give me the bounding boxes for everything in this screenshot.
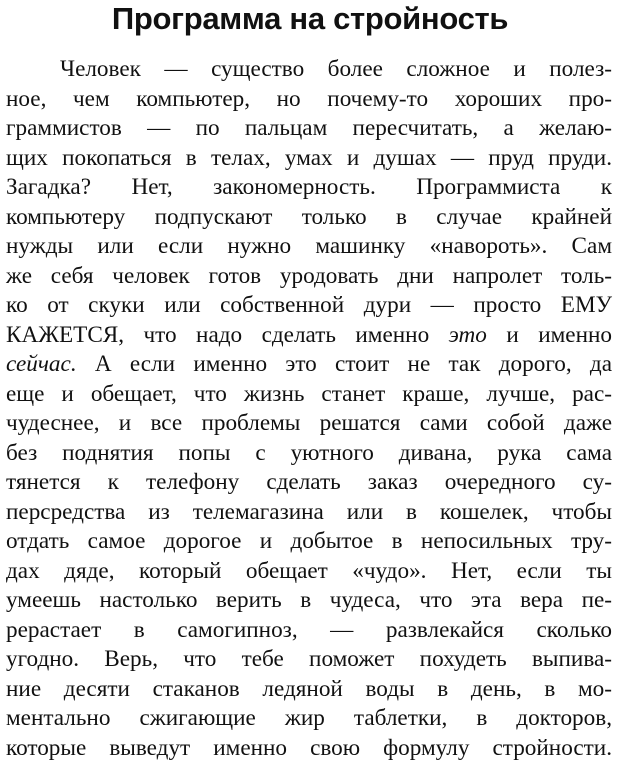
text-line: Загадка? Нет, закономерность. Программиста к [6,173,612,203]
italic-word: это [449,322,487,348]
text-line: без поднятия попы с уютного дивана, рука сама [6,439,612,469]
text-line: нужды или если нужно машинку «навороть». Сам [6,232,612,262]
text-line: ние десяти стаканов ледяной воды в день, в мо- [6,675,612,705]
text-line: дах дяде, который обещает «чудо». Нет, если ты [6,557,612,587]
text-line-mixed [6,350,612,380]
text-line: же себя человек готов уродовать дни напролет толь- [6,262,612,292]
text-segment: КАЖЕТСЯ, что надо сделать именно [6,322,429,348]
text-line: еще и обещает, что жизнь станет краше, лучше, рас- [6,380,612,410]
text-line: компьютеру подпускают только в случае крайней [6,203,612,233]
text-line: граммистов — по пальцам пересчитать, а желаю- [6,114,612,144]
text-line: ное, чем компьютер, но почему-то хороших про- [6,85,612,115]
text-line: персредства из телемагазина или в кошелек, чтобы [6,498,612,528]
text-line: тянется к телефону сделать заказ очередного су- [6,468,612,498]
text-line: ко от скуки или собственной дури — просто ЕМУ [6,291,612,321]
text-line: чудеснее, и все проблемы решатся сами собой даже [6,409,612,439]
text-line: умеешь настолько верить в чудеса, что эта вера пе- [6,586,612,616]
text-line: отдать самое дорогое и добытое в непосильных тру- [6,527,612,557]
text-segment: и именно [506,322,612,348]
text-line: ментально сжигающие жир таблетки, в докторов, [6,704,612,734]
text-line: рерастает в самогипноз, — развлекайся сколько [6,616,612,646]
text-line: угодно. Верь, что тебе поможет похудеть выпива- [6,645,612,675]
text-line: которые выведут именно свою формулу стройности. [6,734,612,763]
italic-word: сейчас. [6,351,77,377]
body-paragraph [6,55,612,763]
text-segment: А если именно это стоит не так дорого, да [95,351,612,377]
text-line: щих покопаться в телах, умах и душах — пруд пруди. [6,144,612,174]
chapter-heading: Программа на стройность [0,2,620,36]
text-line-mixed [6,321,612,351]
text-line: Человек — существо более сложное и полез- [6,55,612,85]
